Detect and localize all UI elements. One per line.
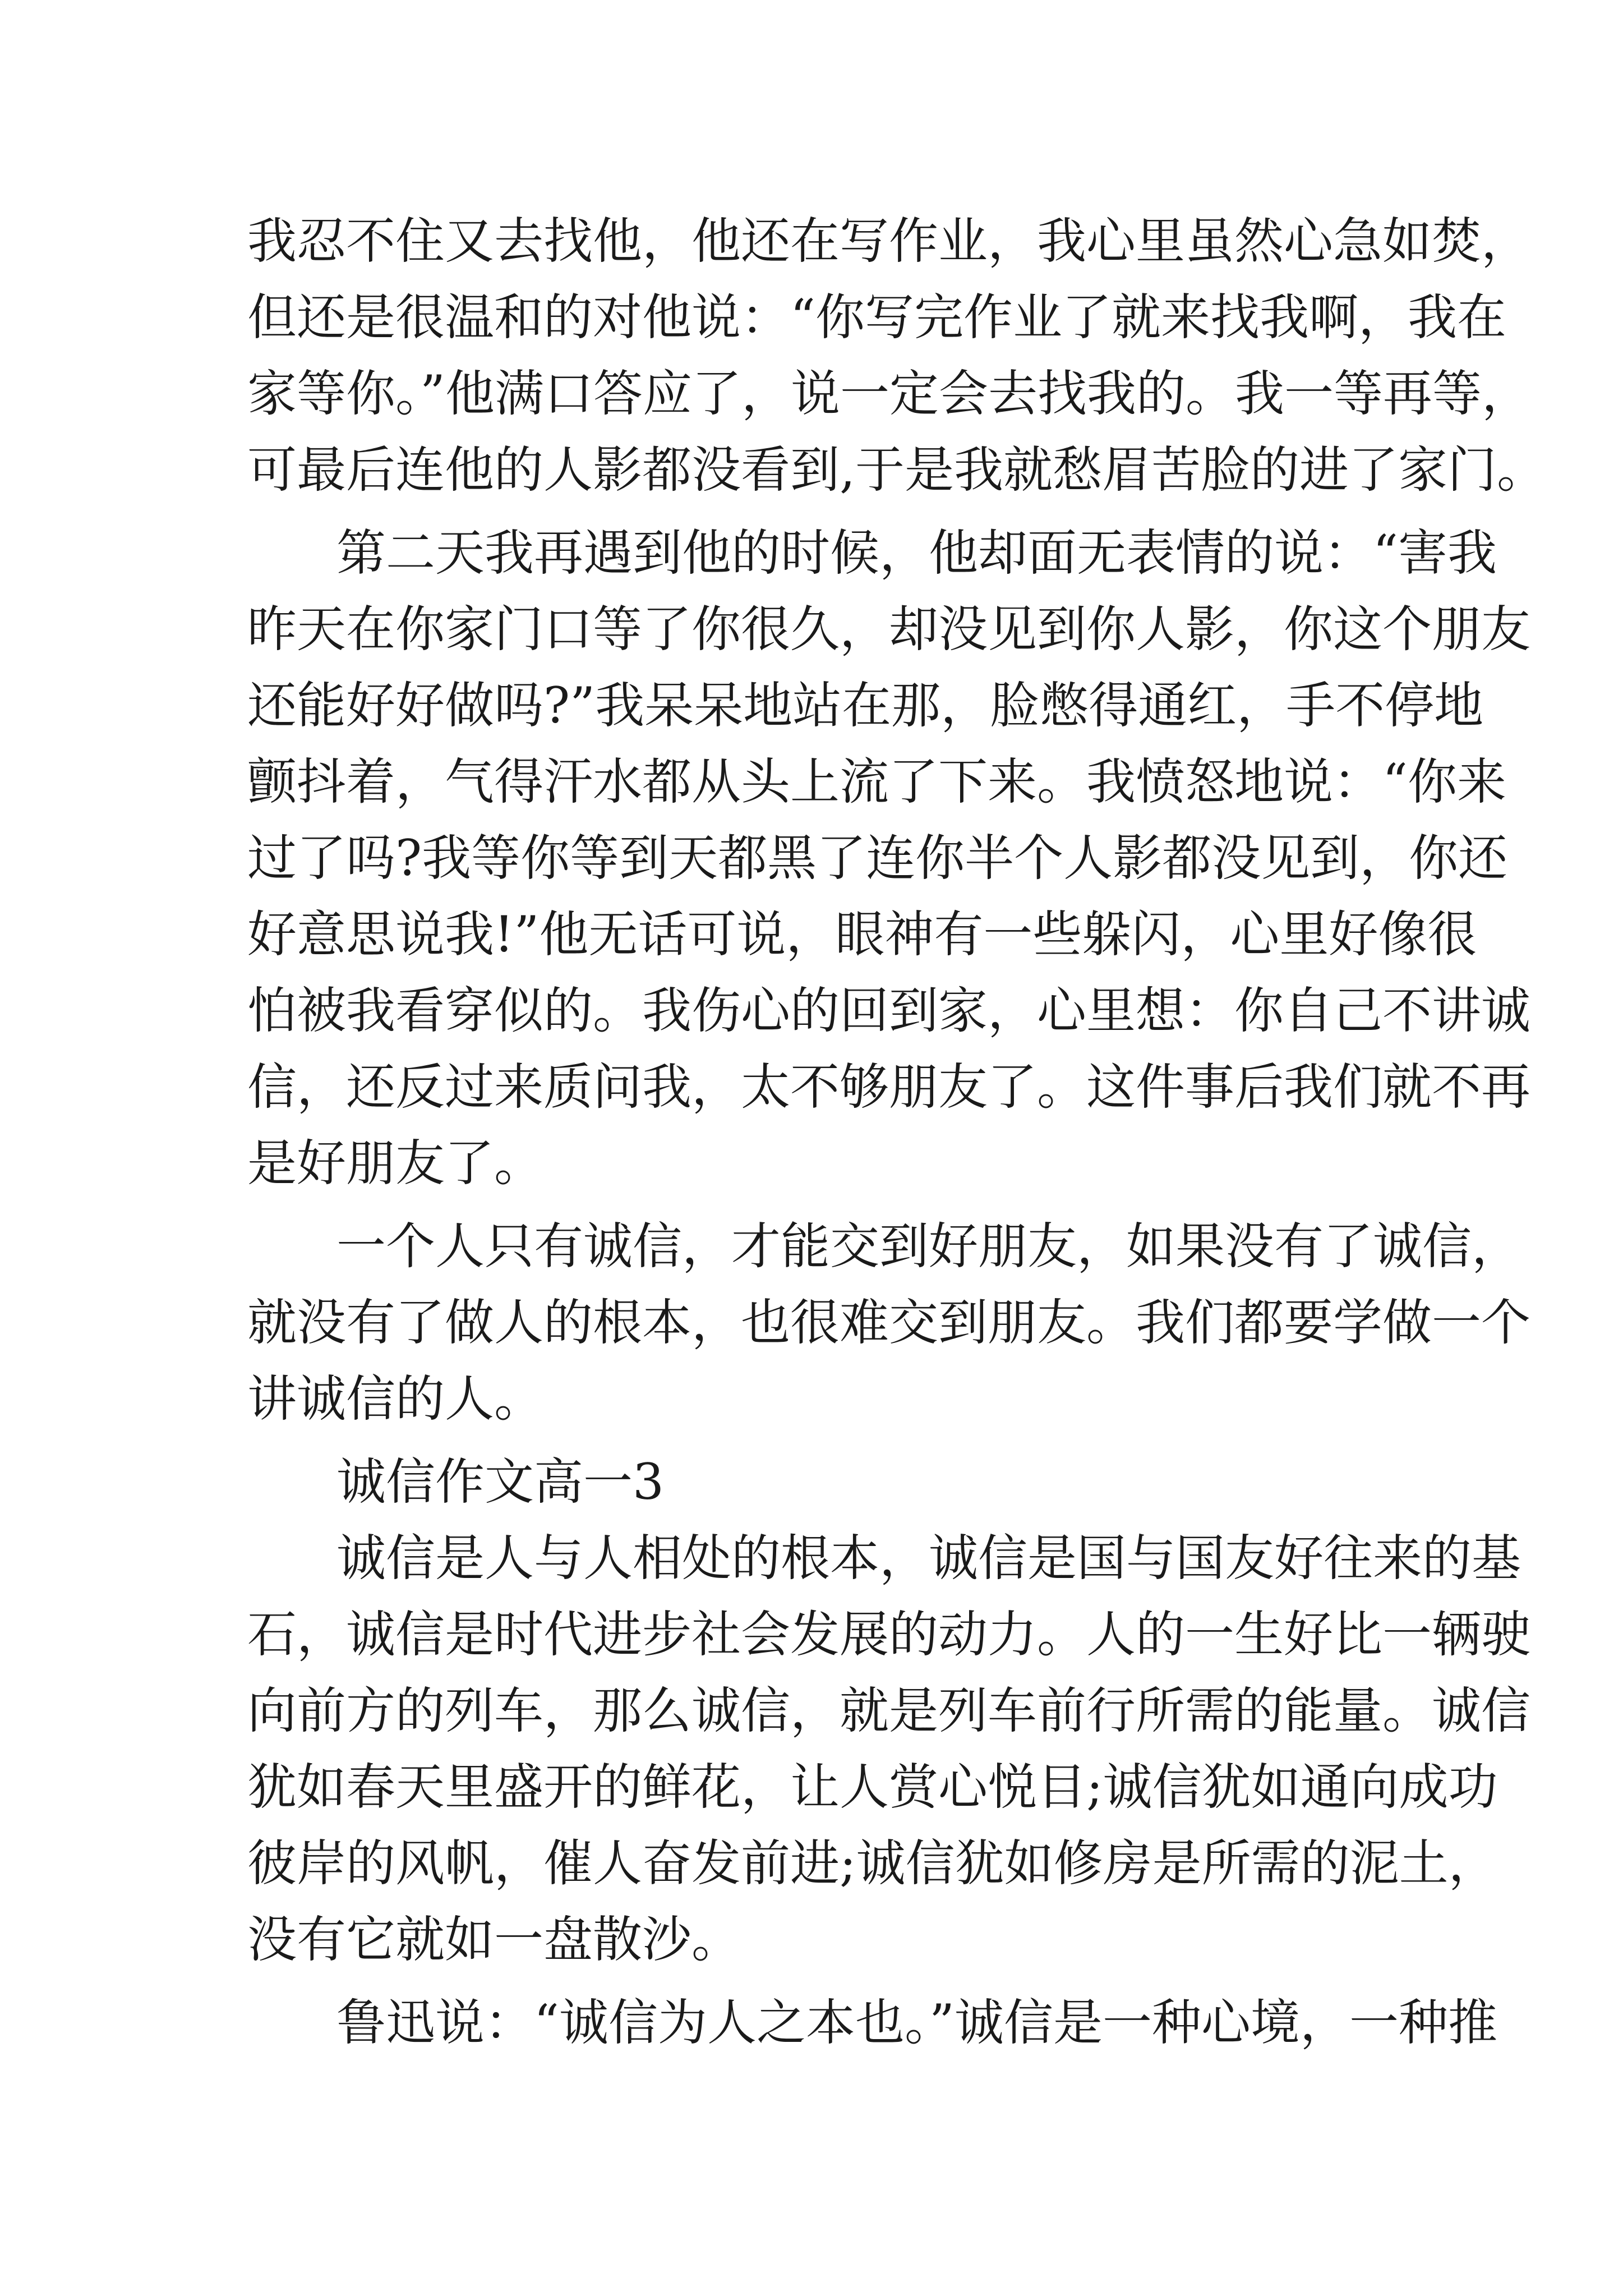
paragraph-line: 鲁迅说：“诚信为人之本也。”诚信是一种心境，一种推 (336, 1994, 1497, 2051)
paragraph-line: 可最后连他的人影都没看到,于是我就愁眉苦脸的进了家门。 (247, 441, 1546, 499)
paragraph-line: 好意思说我!”他无话可说，眼神有一些躲闪，心里好像很 (247, 905, 1477, 963)
paragraph-line: 就没有了做人的根本，也很难交到朋友。我们都要学做一个 (247, 1294, 1531, 1351)
paragraph-line: 诚信是人与人相处的根本，诚信是国与国友好往来的基 (336, 1529, 1521, 1587)
paragraph-line: 昨天在你家门口等了你很久，却没见到你人影，你这个朋友 (247, 600, 1531, 658)
paragraph-line: 还能好好做吗?”我呆呆地站在那，脸憋得通红，手不停地 (247, 677, 1484, 734)
paragraph-line: 是好朋友了。 (247, 1134, 544, 1192)
paragraph-line: 没有它就如一盘散沙。 (247, 1911, 741, 1968)
paragraph-line: 怕被我看穿似的。我伤心的回到家，心里想：你自己不讲诚 (247, 982, 1531, 1039)
paragraph-line: 但还是很温和的对他说：“你写完作业了就来找我啊，我在 (247, 288, 1506, 346)
paragraph-line: 过了吗?我等你等到天都黑了连你半个人影都没见到，你还 (247, 829, 1508, 887)
paragraph-line: 石，诚信是时代进步社会发展的动力。人的一生好比一辆驶 (247, 1605, 1531, 1663)
paragraph-line: 信，还反过来质问我，太不够朋友了。这件事后我们就不再 (247, 1058, 1531, 1116)
paragraph-line: 讲诚信的人。 (247, 1370, 544, 1428)
paragraph-line: 彼岸的风帆，催人奋发前进;诚信犹如修房是所需的泥土， (247, 1834, 1498, 1892)
paragraph-line: 家等你。”他满口答应了，说一定会去找我的。我一等再等， (247, 365, 1531, 422)
paragraph-line: 向前方的列车，那么诚信，就是列车前行所需的能量。诚信 (247, 1682, 1531, 1740)
paragraph-line: 一个人只有诚信，才能交到好朋友，如果没有了诚信， (336, 1217, 1521, 1275)
section-heading: 诚信作文高一3 (336, 1453, 664, 1511)
paragraph-line: 颤抖着，气得汗水都从头上流了下来。我愤怒地说：“你来 (247, 753, 1506, 811)
paragraph-line: 犹如春天里盛开的鲜花，让人赏心悦目;诚信犹如通向成功 (247, 1758, 1498, 1816)
paragraph-line: 第二天我再遇到他的时候，他却面无表情的说：“害我 (336, 524, 1497, 582)
paragraph-line: 我忍不住又去找他，他还在写作业，我心里虽然心急如焚， (247, 212, 1531, 270)
